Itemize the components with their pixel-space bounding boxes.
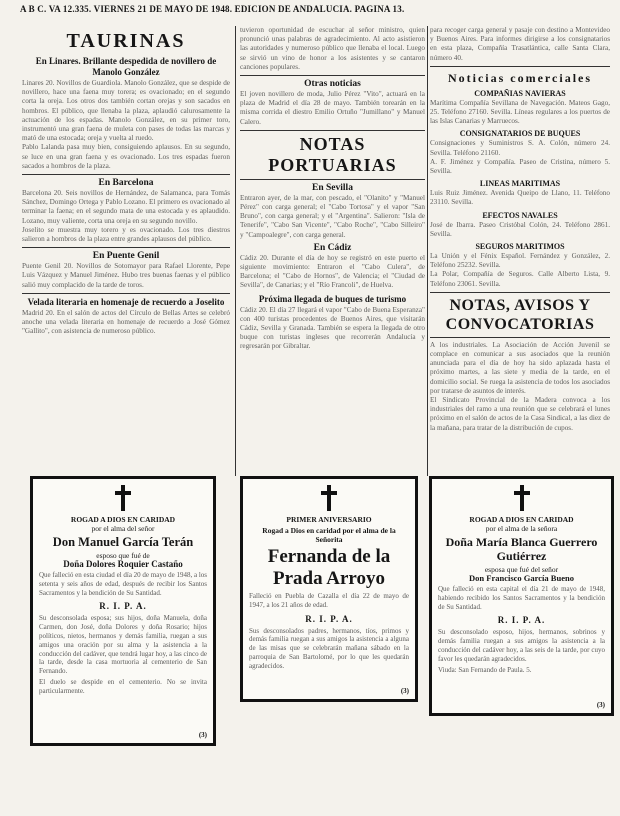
obituary-fernanda-de-la-prada xyxy=(240,476,418,702)
obituary-text: Falleció en Puebla de Cazalla el día 22 de mayo de 1947, a los 21 años de edad. xyxy=(249,592,409,609)
column-divider xyxy=(235,26,236,476)
obituary-closing: Viuda: San Fernando de Paula. 5. xyxy=(438,665,532,674)
notice-industriales: A los industriales. La Asociación de Acción Juvenil se complace en comunicar a sus asociados que la reunión anunciada para el día de hoy ha sido aplazada hasta el próximo martes, a las siete y media de la tarde, en el domicilio social. Se ruega la asistencia de todos los asociados por tratarse de asuntos de interés. xyxy=(430,340,610,395)
article-cadiz: Cádiz 20. Durante el día de hoy se registró en este puerto el siguiente movimiento: Entraron el "Cabo Culera", de Barcelona; el "Cabo de Hornos", de Valencia; el "Ciudad de Sevilla", de Canarias; y el "Río Francoli", de Huelva. xyxy=(240,253,425,290)
article-continued: tuvieron oportunidad de escuchar al señor ministro, quien pronunció unas palabras de agradecimiento. Al acto asistieron las autoridades y numeroso público que llenaba el local. Luego se sirvió un vino de honor a los asistentes y se cantaron canciones populares. xyxy=(240,26,425,71)
obituary-notices xyxy=(30,476,614,816)
divider xyxy=(240,130,425,131)
article-barcelona-p1: Barcelona 20. Seis novillos de Hernández, de Salamanca, para Tomás Sánchez, Domingo Ortega y Pablo Lozano. El primero es ovacionado al terminar la faena; en el segundo mata de una estocada y es aplaudido. Lozano, muy valiente, corta una oreja en su segundo novillo. xyxy=(22,189,230,225)
article-continued: para recoger carga general y pasaje con destino a Montevideo y Buenos Aires. Para informes dirigirse a los consignatarios en esta plaza, Compañía Trasatlántica, calle Santa Clara, número 40. xyxy=(430,26,610,62)
listing-consignatarios-1: Consignaciones y Suministros S. A. Colón, número 24. Sevilla. Teléfono 21160. xyxy=(430,139,610,157)
article-otras-noticias: El joven novillero de moda, Julio Pérez "Vito", actuará en la plaza de Madrid el día 28 de mayo. También torearán en la misma corrida el diestro Emilio Ortuño "Jumillano" y Manuel Calero. xyxy=(240,90,425,126)
obituary-ripa: R. I. P. A. xyxy=(497,615,546,626)
obituary-intro-2: Rogad a Dios en caridad por el alma de la Señorita xyxy=(262,526,396,544)
obituary-name: Fernanda de la Prada Arroyo xyxy=(267,546,391,589)
obituary-name: Doña María Blanca Guerrero Gutiérrez xyxy=(445,535,598,563)
headline-velada-literaria: Velada literaria en homenaje de recuerdo a Joselito xyxy=(27,296,225,307)
category-seguros-maritimos: SEGUROS MARITIMOS xyxy=(475,242,565,252)
article-sevilla: Entraron ayer, de la mar, con pescado, el "Olanito" y "Manuel Pérez" con carga general; el "Cabo Tortosa" y el vapor "San Bruno", con carga general; y el "Argentina". Salieron: "Isla de Tenerife", "Cabo San Vicente", "Cabo Roche", "Cabo Silleiro" y "Campoalegre", con carga general. xyxy=(240,193,425,239)
obituary-relation: esposo que fué de xyxy=(96,551,150,560)
obituary-intro: ROGAD A DIOS EN CARIDAD xyxy=(469,515,574,524)
listing-seguros-2: La Polar, Compañía de Seguros. Calle Alberto Lista, 9. Teléfono 23061. Sevilla. xyxy=(430,270,610,288)
cross-icon xyxy=(514,485,530,511)
obituary-name: Don Manuel García Terán xyxy=(52,535,194,549)
obituary-maria-blanca-guerrero xyxy=(429,476,614,716)
listing-seguros-1: La Unión y el Fénix Español. Fernández y González, 2. Teléfono 25232. Sevilla. xyxy=(430,252,610,270)
column-divider xyxy=(427,26,428,476)
divider xyxy=(22,174,230,175)
headline-cadiz: En Cádiz xyxy=(313,242,352,253)
listing-efectos-navales: José de Ibarra. Paseo Cristóbal Colón, 24. Teléfono 2861. Sevilla. xyxy=(430,220,610,238)
headline-linares: En Linares. Brillante despedida de novillero de Manolo González xyxy=(35,56,217,77)
divider xyxy=(240,179,425,180)
divider xyxy=(22,293,230,294)
obituary-spouse: Doña Dolores Roquier Castaño xyxy=(63,559,183,569)
obituary-intro: PRIMER ANIVERSARIO xyxy=(286,515,372,524)
article-barcelona-p2: Joselito se muestra muy torero y es ovacionado. Los tres diestros salieron a hombros de la plaza entre grandes aplausos del público. xyxy=(22,225,230,244)
obituary-ripa: R. I. P. A. xyxy=(305,613,353,624)
obituary-intro-2: por el alma del señor xyxy=(91,524,155,533)
obituary-spouse: Don Francisco García Bueno xyxy=(469,573,574,583)
divider xyxy=(240,75,425,76)
obituary-relation: esposa que fué del señor xyxy=(484,565,559,574)
notice-number: (3) xyxy=(596,701,605,709)
notice-number: (3) xyxy=(198,731,207,739)
column-taurinas xyxy=(22,26,230,478)
obituary-closing: El duelo se despide en el cementerio. No se invita particularmente. xyxy=(39,677,207,695)
obituary-intro: ROGAD A DIOS EN CARIDAD xyxy=(70,515,176,524)
divider xyxy=(430,66,610,67)
listing-lineas-maritimas: Luis Ruiz Jiménez. Avenida Queipo de Llano, 11. Teléfono 23110. Sevilla. xyxy=(430,189,610,207)
notice-number: (3) xyxy=(400,687,409,695)
obituary-ripa: R. I. P. A. xyxy=(99,601,147,612)
cross-icon xyxy=(321,485,337,511)
notice-sindicato: El Sindicato Provincial de la Madera convoca a los industriales del ramo a una reunión que se celebrará el lunes próximo en el salón de actos de la Casa Sindical, a las diez de la mañana, para tratar de la distribución de cupos. xyxy=(430,396,610,432)
section-title-noticias-comerciales: Noticias comerciales xyxy=(447,70,593,85)
obituary-text: Que falleció en esta capital el día 21 de mayo de 1948, habiendo recibido los Santos Sacramentos y la bendición de Su Santidad. xyxy=(438,585,605,611)
headline-barcelona: En Barcelona xyxy=(98,178,154,189)
page-header: A B C. VA 12.335. VIERNES 21 DE MAYO DE 1948. EDICION DE ANDALUCIA. PAGINA 13. xyxy=(20,4,405,14)
divider xyxy=(430,292,610,293)
listing-navieras: Marítima Compañía Sevillana de Navegación. Mateos Gago, 25. Teléfono 27160. Sevilla. Líneas regulares a los puertos de las Islas Canarias y Marruecos. xyxy=(430,98,610,126)
column-notas-portuarias xyxy=(240,26,425,478)
section-title-taurinas: TAURINAS xyxy=(66,30,186,52)
divider xyxy=(430,337,610,338)
divider xyxy=(22,247,230,248)
article-linares-p2: Pablo Lalanda pasa muy bien, consiguiendo aplausos. En su segundo, se luce en una gran faena y es ovacionado. Los tres espadas fueron sacados a hombros de la plaza. xyxy=(22,143,230,170)
category-lineas-maritimas: LINEAS MARITIMAS xyxy=(479,179,561,189)
section-title-avisos: NOTAS, AVISOS Y CONVOCATORIAS xyxy=(445,296,595,333)
category-consignatarios: CONSIGNATARIOS DE BUQUES xyxy=(459,129,581,139)
obituary-family: Su desconsolado esposo, hijos, hermanos, sobrinos y demás familia ruegan a sus amigos la asistencia a la conducción del cadáver hoy, a las seis de la tarde, por cuyo favor les quedarán agradecidos. xyxy=(438,628,605,663)
obituary-manuel-garcia-teran xyxy=(30,476,216,746)
headline-otras-noticias: Otras noticias xyxy=(304,79,361,90)
headline-puente-genil: En Puente Genil xyxy=(92,251,160,262)
category-efectos-navales: EFECTOS NAVALES xyxy=(482,210,558,220)
obituary-family: Su desconsolada esposa; sus hijos, doña Manuela, doña Carmen, don José, doña Dolores y doña Rosario; hijos políticos, nietos, hermanos y demás familia, ruegan a sus amigos una oración por su alma y la asistencia a la conducción del cadáver, que tendrá lugar hoy, a las cinco de la tarde, desde la casa mortuoria al cementerio de San Fernando. xyxy=(39,614,207,676)
obituary-text: Que falleció en esta ciudad el día 20 de mayo de 1948, a los setenta y seis años de edad, después de recibir los Santos Sacramentos y la bendición de Su Santidad. xyxy=(39,571,207,597)
article-puente-genil: Puente Genil 20. Novillos de Sotomayor para Rafael Llorente, Pepe Luis Vázquez y Manuel Jiménez. Hubo tres buenas faenas y el público salió muy complacido de la tarde de toros. xyxy=(22,262,230,289)
article-linares-p1: Linares 20. Novillos de Guardiola. Manolo González, que se despide de novillero, hace una faena muy torera; es ovacionado; en el segundo corta la oreja. Los otros dos también cortan orejas y son sacados en hombros. El público, que llenaba la plaza, aplaudió calurosamente la actuación de los espadas. Manolo González, en su primer toro, instrumentó una gran faena de muleta con pases de todas las marcas y mató de una estocada; oreja y vuelta al ruedo. xyxy=(22,79,230,143)
category-companias-navieras: COMPAÑIAS NAVIERAS xyxy=(474,88,566,98)
headline-sevilla: En Sevilla xyxy=(312,182,353,193)
listing-consignatarios-2: A. F. Jiménez y Compañía. Paseo de Cristina, número 5. Sevilla. xyxy=(430,157,610,176)
obituary-intro-2: por el alma de la señora xyxy=(485,524,558,533)
cross-icon xyxy=(115,485,131,511)
section-title-notas-portuarias: NOTAS PORTUARIAS xyxy=(268,133,397,175)
column-noticias-comerciales xyxy=(430,26,610,478)
headline-buques-turismo: Próxima llegada de buques de turismo xyxy=(258,293,407,304)
obituary-family: Sus desconsolados padres, hermanos, tíos, primos y demás familia ruegan a sus amigos la asistencia a alguna de las misas que se celebrarán mañana sábado en la parroquia de San Bartolomé, por lo que les quedarán agradecidos. xyxy=(249,626,409,670)
article-buques-turismo: Cádiz 20. El día 27 llegará el vapor "Cabo de Buena Esperanza" con 400 turistas procedentes de Buenos Aires, que visitarán Cádiz, Sevilla y Granada. También se espera la llegada de otro buque con turistas ingleses que recorrerán Andalucía y regresarán por Gibraltar. xyxy=(240,305,425,351)
article-velada-literaria: Madrid 20. En el salón de actos del Círculo de Bellas Artes se celebró anoche una velada literaria en homenaje de recuerdo a José Gómez "Gallito", con asistencia de numeroso público. xyxy=(22,308,230,336)
